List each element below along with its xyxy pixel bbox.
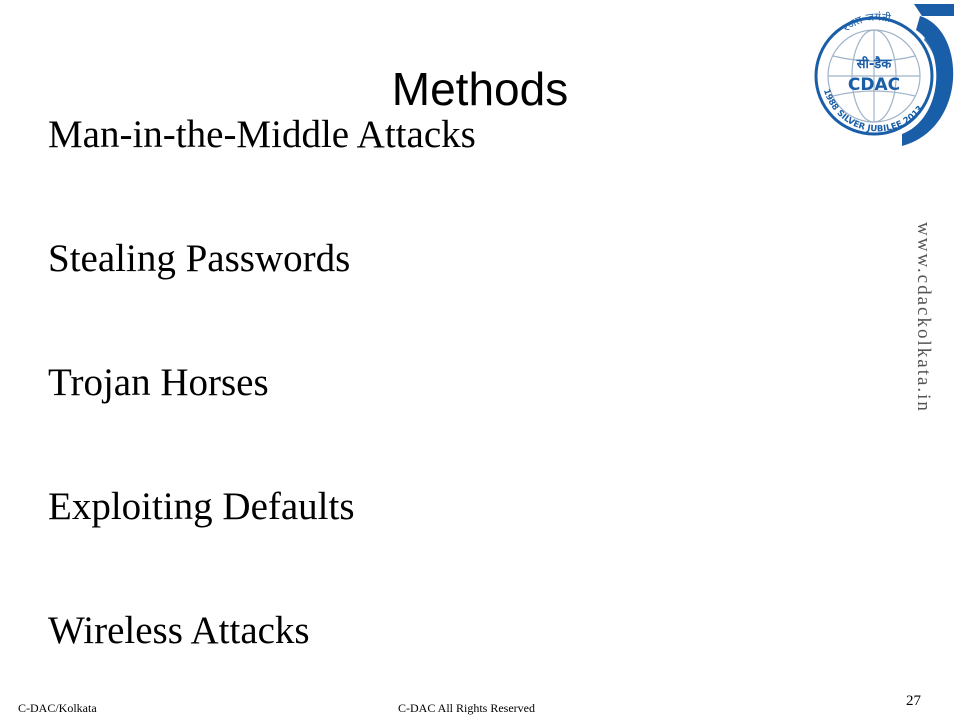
slide-title: Methods [391,63,569,115]
logo-hindi-text: सी-डैक [856,57,892,72]
bullet-item: Stealing Passwords [48,237,351,280]
bullet-item: Wireless Attacks [48,609,310,652]
page-number: 27 [906,693,921,709]
footer-left-label: C-DAC/Kolkata [18,701,97,715]
cdac-logo-icon [806,0,958,152]
logo-arc-text: 1988 SILVER JUBILEE 2013 [820,87,926,135]
bullet-list [48,108,476,728]
bullet-item: Exploiting Defaults [48,485,355,528]
bullet-item: Man-in-the-Middle Attacks [48,113,476,156]
bullet-item: Trojan Horses [48,361,269,404]
footer-copyright: C-DAC All Rights Reserved [398,701,535,715]
side-url: www.cdackolkata.in [913,222,934,413]
logo-hindi-arc: रजत जयंती [840,10,892,35]
logo-brand-text: CDAC [847,75,901,95]
